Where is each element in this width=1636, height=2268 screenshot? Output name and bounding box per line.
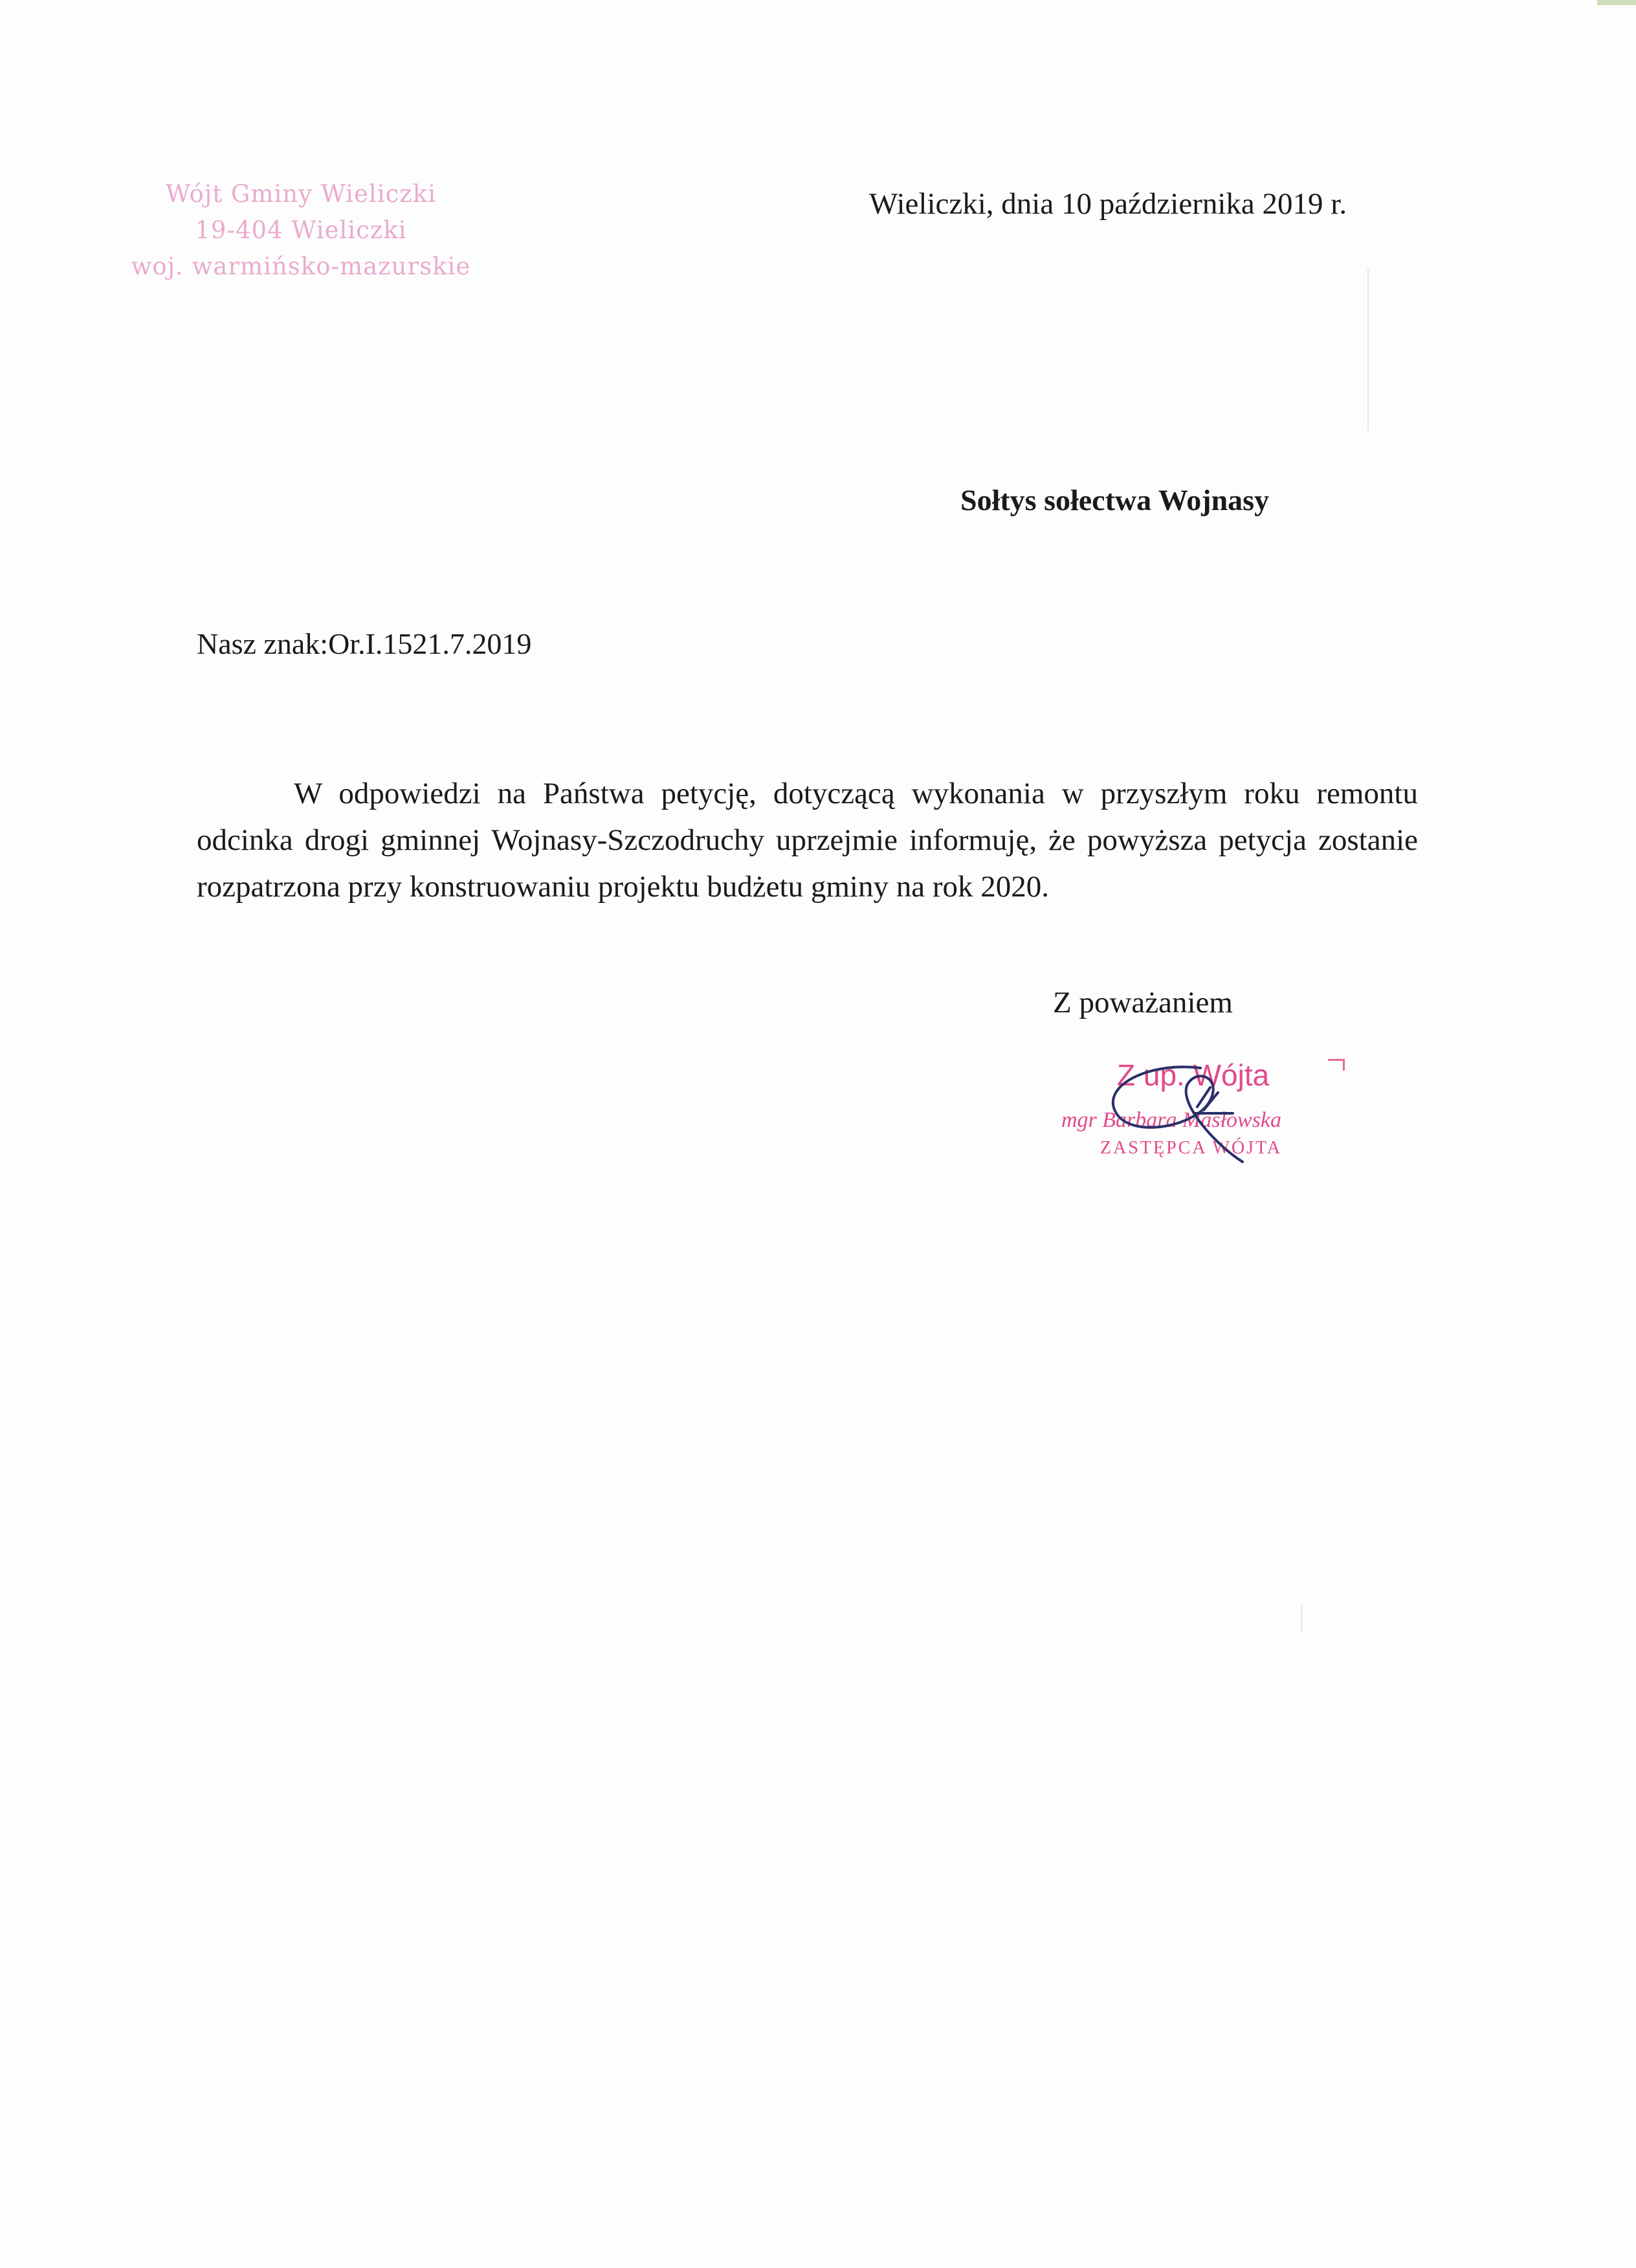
sender-stamp-line1: Wójt Gminy Wieliczki <box>165 180 437 208</box>
sender-stamp-line3: woj. warmińsko-mazurskie <box>131 252 471 280</box>
recipient: Sołtys sołectwa Wojnasy <box>960 484 1270 517</box>
scan-edge-mark <box>1597 0 1636 5</box>
reference-number: Nasz znak:Or.I.1521.7.2019 <box>197 627 532 660</box>
scan-artifact-line <box>1301 1605 1302 1631</box>
signature-stamp-line1: Z up. Wójta <box>1117 1058 1270 1092</box>
scan-artifact-line <box>1367 269 1369 430</box>
closing: Z poważaniem <box>1053 986 1233 1019</box>
stamp-corner-mark <box>1328 1059 1345 1071</box>
signature-stamp-line2: mgr Barbara Masłowska <box>1061 1108 1282 1132</box>
letter-body: W odpowiedzi na Państwa petycję, dotyczącą wykonania w przyszłym roku remontu odcinka drogi gminnej Wojnasy-Szczodruchy uprzejmie informuję, że powyższa petycja zostanie rozpatrzona przy konstruowaniu projektu budżetu gminy na rok 2020. <box>197 777 1418 904</box>
date-line: Wieliczki, dnia 10 października 2019 r. <box>869 187 1347 221</box>
sender-stamp <box>110 176 492 285</box>
sender-stamp-line2: 19-404 Wieliczki <box>195 216 407 244</box>
signature-stamp-line3: ZASTĘPCA WÓJTA <box>1100 1138 1283 1158</box>
